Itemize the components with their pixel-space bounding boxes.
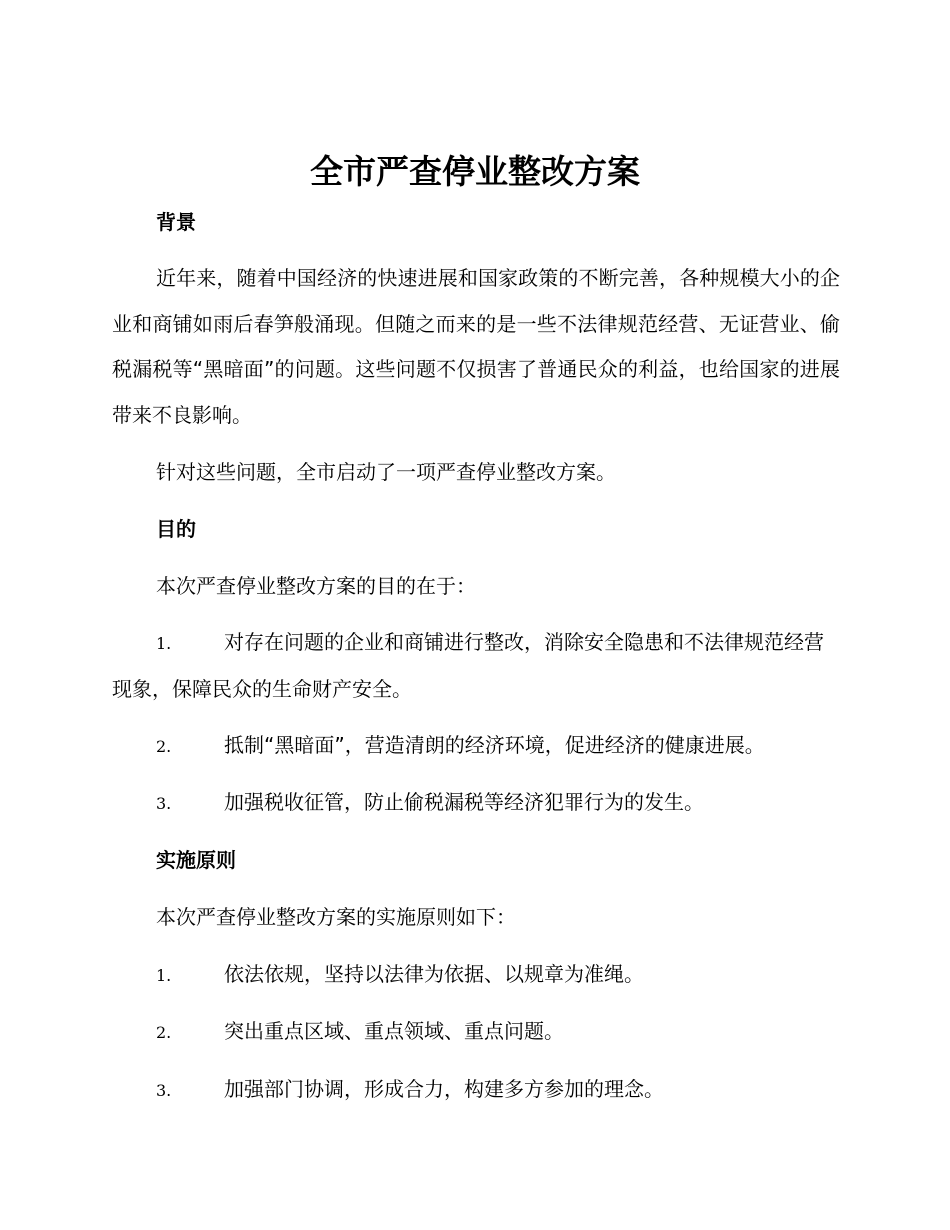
background-paragraph-1: 近年来，随着中国经济的快速进展和国家政策的不断完善，各种规模大小的企业和商铺如雨后春笋般涌现。但随之而来的是一些不法律规范经营、无证营业、偷税漏税等“黑暗面”的问题。这些问题不仅损害了普通民众的利益，也给国家的进展带来不良影响。 [112,266,840,427]
list-number: 3. [156,794,172,813]
section-heading-principles: 实施原则 [156,848,236,872]
list-number: 3. [156,1081,172,1100]
list-number: 1. [156,966,172,985]
background-paragraph-2: 针对这些问题，全市启动了一项严查停业整改方案。 [156,460,616,484]
purpose-list-item [112,780,840,827]
principles-list-item [112,1067,840,1114]
principles-intro: 本次严查停业整改方案的实施原则如下： [156,905,516,929]
list-number: 2. [156,1023,172,1042]
purpose-intro: 本次严查停业整改方案的目的在于： [156,574,476,598]
section-heading-purpose: 目的 [156,517,196,541]
list-item-text: 加强部门协调，形成合力，构建多方参加的理念。 [224,1077,664,1101]
document-title: 全市严查停业整改方案 [310,152,640,191]
list-item-text: 加强税收征管，防止偷税漏税等经济犯罪行为的发生。 [224,790,704,814]
section-heading-background: 背景 [156,210,196,234]
list-item-text: 抵制“黑暗面”，营造清朗的经济环境，促进经济的健康进展。 [224,733,765,757]
list-number: 2. [156,737,172,756]
purpose-list-item [112,620,840,712]
principles-list-item [112,1009,840,1056]
list-item-text: 依法依规，坚持以法律为依据、以规章为准绳。 [224,962,644,986]
list-item-text: 对存在问题的企业和商铺进行整改，消除安全隐患和不法律规范经营现象，保障民众的生命财产安全。 [112,630,824,701]
principles-list-item [112,952,840,999]
purpose-list-item [112,723,840,770]
list-item-text: 突出重点区域、重点领域、重点问题。 [224,1019,564,1043]
list-number: 1. [156,634,172,653]
